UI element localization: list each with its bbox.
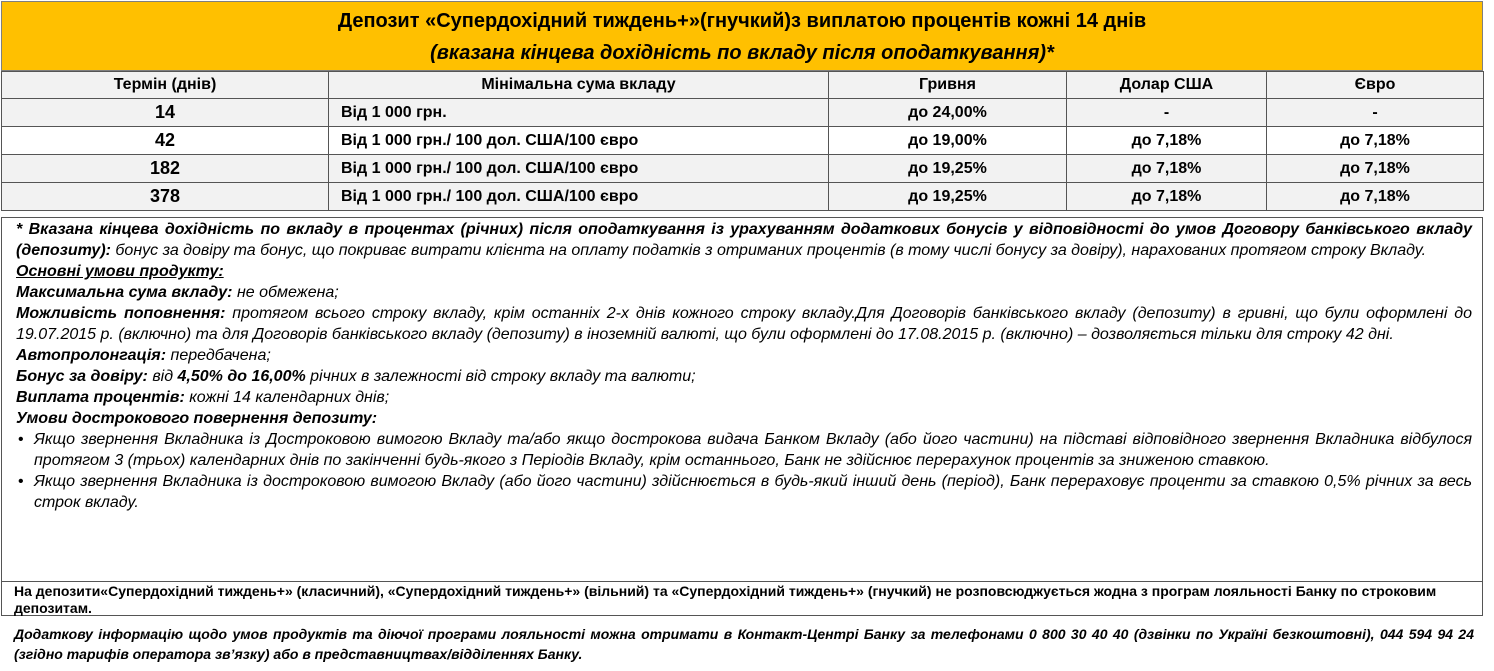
table-row [2,183,1484,211]
contact-info: Додаткову інформацію щодо умов продуктів та діючої програми лояльності можна отримати в Контакт-Центрі Банку за телефонами 0 800 30 40 40 (дзвінки по Україні безкоштовні), 044 594 94 24 (згідно тарифів оператора зв’язку) або в представництвах/відділеннях Банку. [14,626,1474,662]
cell-term: 378 [2,183,329,211]
max-sum-line: Максимальна сума вкладу: не обмежена; [16,284,339,301]
cell-min-sum: Від 1 000 грн. [329,99,829,127]
footnote-text: бонус за довіру та бонус, що покриває витрати клієнта на оплату податків з отриманих процентів (в тому числі бонусу за довіру), нарахованих протягом строку Вкладу. [110,242,1427,259]
cell-min-sum: Від 1 000 грн./ 100 дол. США/100 євро [329,183,829,211]
col-min-sum: Мінімальна сума вкладу [329,72,829,99]
payment-line: Виплата процентів: кожні 14 календарних днів; [16,389,390,406]
col-usd: Долар США [1067,72,1267,99]
cell-usd: - [1067,99,1267,127]
footnote [16,219,1472,261]
cell-min-sum: Від 1 000 грн./ 100 дол. США/100 євро [329,127,829,155]
cell-eur: до 7,18% [1267,127,1484,155]
cell-uah: до 19,25% [829,155,1067,183]
table-row [2,127,1484,155]
cell-term: 14 [2,99,329,127]
deposit-title: Депозит «Супердохідний тиждень+»(гнучкий)з виплатою процентів кожні 14 днів [337,10,1147,32]
cell-term: 42 [2,127,329,155]
col-eur: Євро [1267,72,1484,99]
bonus-line: Бонус за довіру: від 4,50% до 16,00% річних в залежності від строку вкладу та валюти; [16,368,696,385]
topup-line: Можливість поповнення: протягом всього строку вкладу, крім останніх 2-х днів кожного строку вкладу.Для Договорів банківського вкладу (депозиту) в гривні, що були оформлені до 19.07.2015 р. (включно) та для Договорів банківського вкладу (депозиту) в іноземній валюті, що були оформлені до 17.08.2015 р. (включно) – дозволяється тільки для строку 42 дні. [16,305,1472,343]
deposit-subtitle: (вказана кінцева дохідність по вкладу після оподаткування)* [430,42,1054,64]
rates-table [1,71,1484,211]
cell-usd: до 7,18% [1067,155,1267,183]
cell-eur: - [1267,99,1484,127]
list-item: • Якщо звернення Вкладника із Достроковою вимогою Вкладу та/або якщо дострокова видача Банком Вкладу (або його частини) на підставі відповідного звернення Вкладника відбулося протягом 3 (трьох) календарних днів по закінченні будь-якого з Періодів Вкладу, крім останнього, Банк не здійснює перерахунок процентів за зниженою ставкою. [16,429,1472,471]
col-term: Термін (днів) [2,72,329,99]
main-terms-heading: Основні умови продукту: [16,263,224,280]
loyalty-note: На депозити«Супердохідний тиждень+» (класичний), «Супердохідний тиждень+» (вільний) та «Супердохідний тиждень+» (гнучкий) не розповсюджується жодна з програм лояльності Банку по строковим депозитам. [1,582,1483,616]
list-item: • Якщо звернення Вкладника із достроковою вимогою Вкладу (або його частини) здійснюється в будь-який інший день (період), Банк перераховує проценти за ставкою 0,5% річних за весь строк вкладу. [16,471,1472,513]
col-uah: Гривня [829,72,1067,99]
early-withdrawal-heading: Умови дострокового повернення депозиту: [16,410,378,427]
cell-usd: до 7,18% [1067,183,1267,211]
cell-usd: до 7,18% [1067,127,1267,155]
table-header-row [2,72,1484,99]
terms-notes [1,217,1483,582]
deposit-header [1,1,1483,71]
footnote-bold: * Вказана кінцева дохідність по вкладу в процентах (річних) після оподаткування із урахуванням додаткових бонусів у відповідності до умов Договору банківського вкладу (депозиту): [16,221,1472,259]
table-row [2,155,1484,183]
cell-uah: до 19,00% [829,127,1067,155]
cell-min-sum: Від 1 000 грн./ 100 дол. США/100 євро [329,155,829,183]
cell-uah: до 19,25% [829,183,1067,211]
autoprolong-line: Автопролонгація: передбачена; [16,347,271,364]
cell-uah: до 24,00% [829,99,1067,127]
early-withdrawal-list [16,429,1472,513]
table-row [2,99,1484,127]
cell-eur: до 7,18% [1267,183,1484,211]
cell-term: 182 [2,155,329,183]
cell-eur: до 7,18% [1267,155,1484,183]
